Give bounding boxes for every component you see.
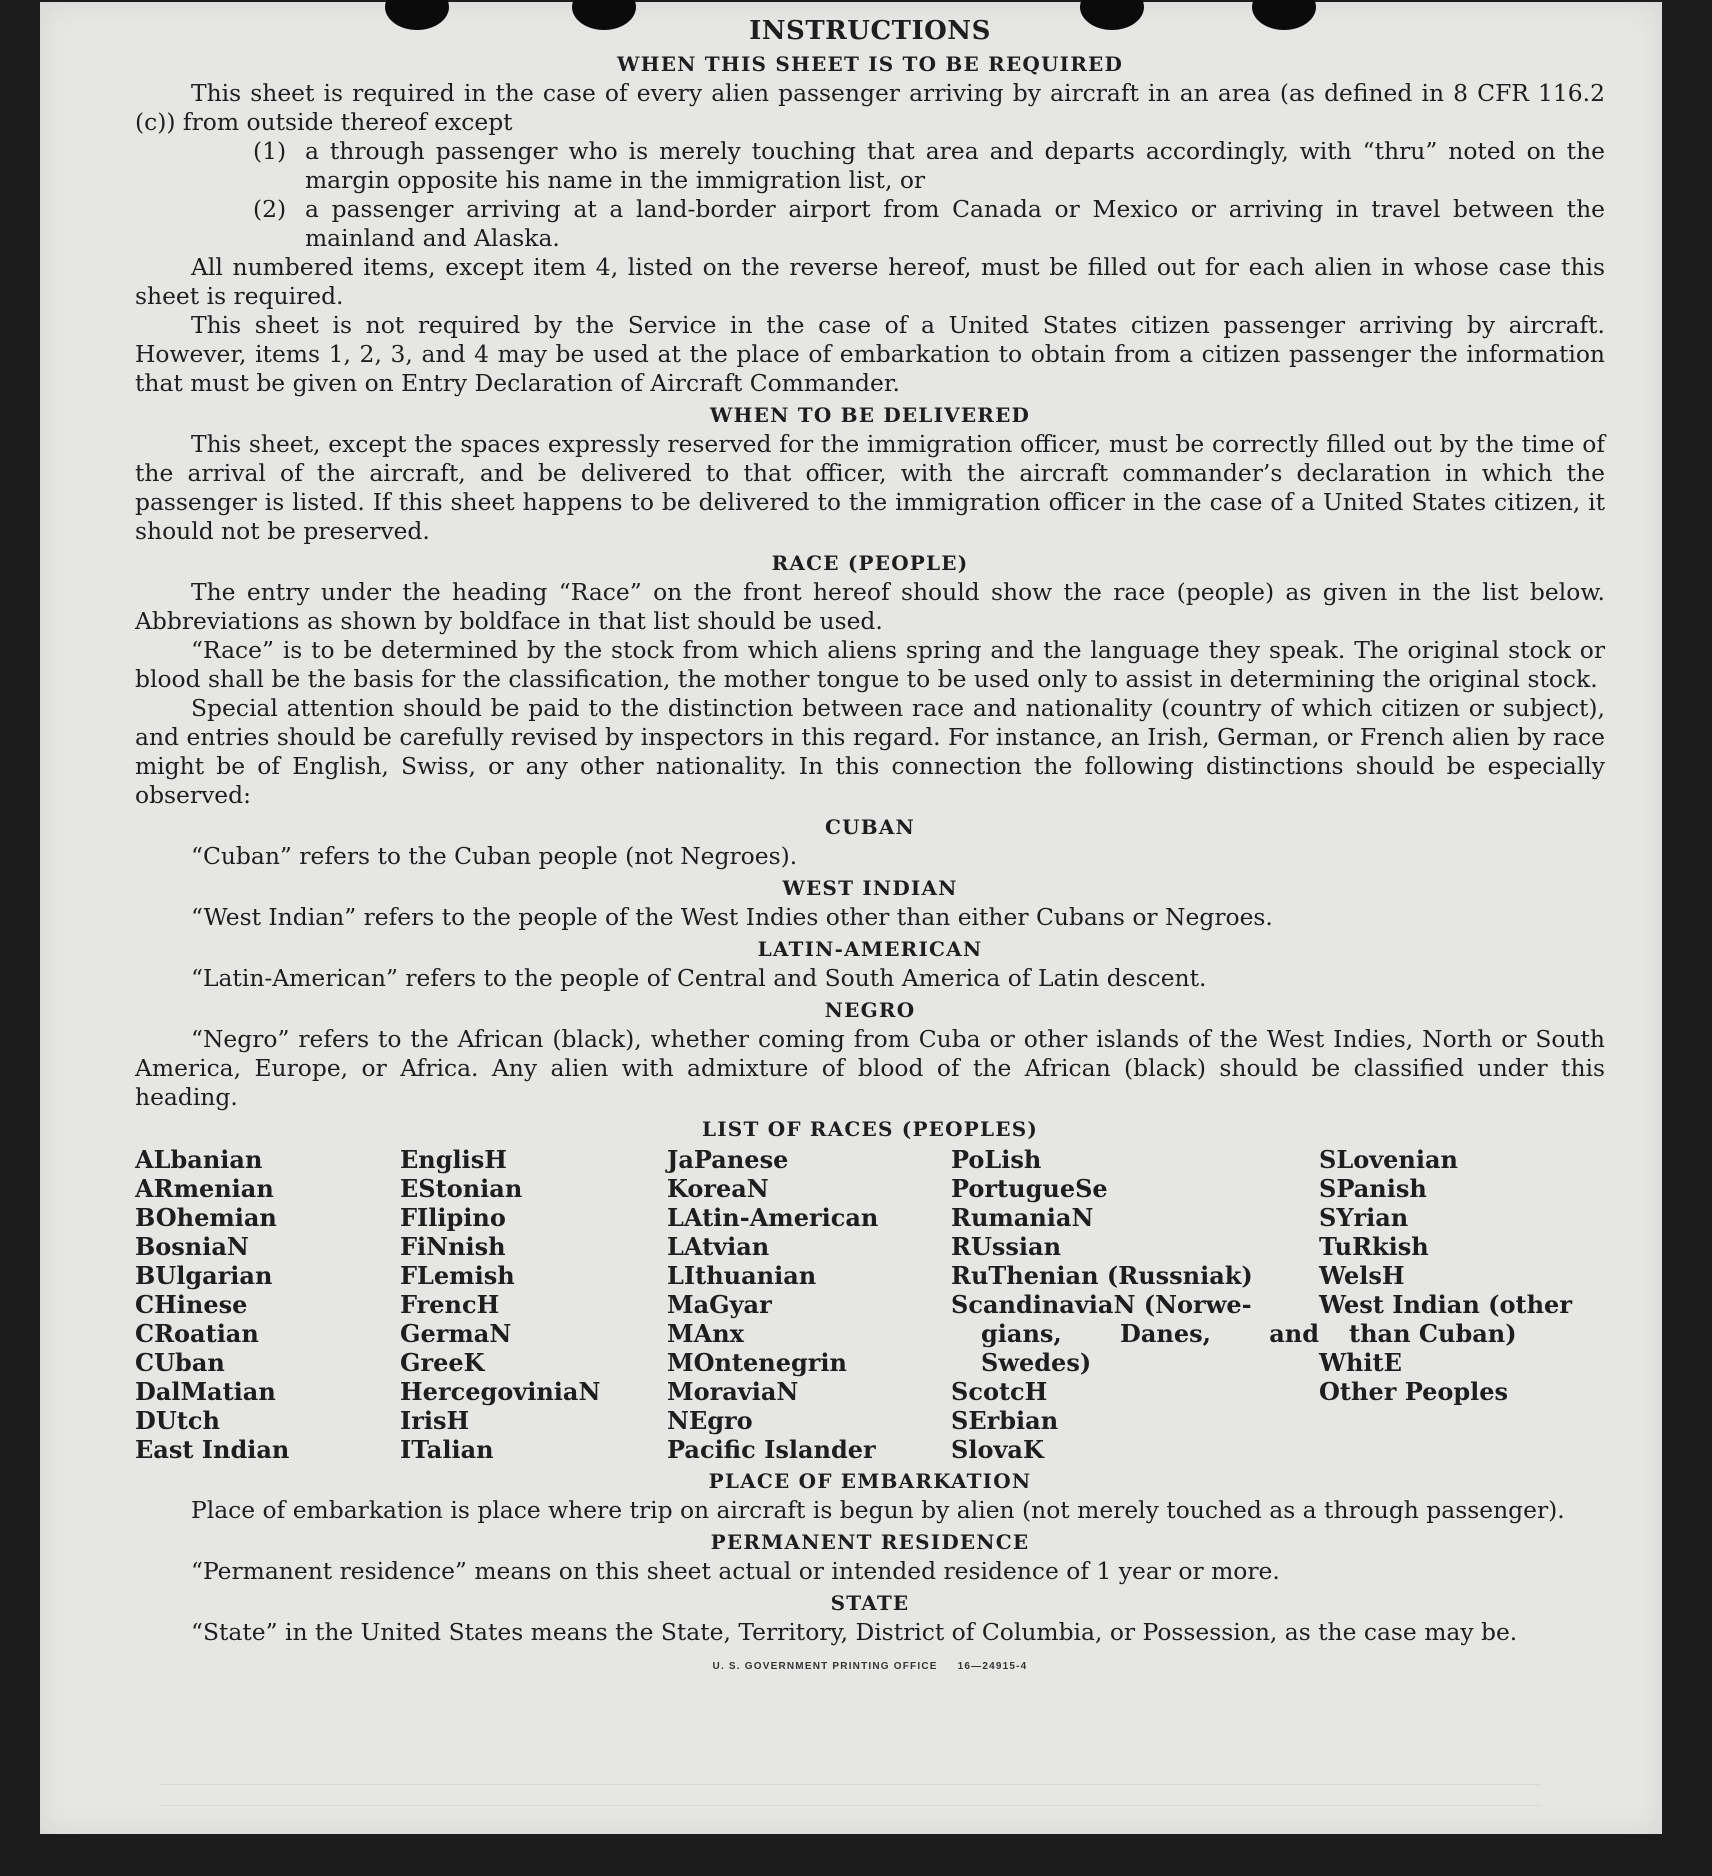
instructions-content	[135, 2, 1605, 1672]
races-column	[135, 1145, 400, 1464]
paragraph: This sheet, except the spaces expressly reserved for the immigration officer, must be correctly filled out by the time of the arrival of the aircraft, and be delivered to that officer, with the aircraft commander’s declaration in which the passenger is listed. If this sheet happens to be delivered to the immigration officer in the case of a United States citizen, it should not be preserved.	[135, 430, 1605, 545]
race-item: GermaN	[400, 1319, 512, 1348]
heading-when-required: WHEN THIS SHEET IS TO BE REQUIRED	[616, 52, 1124, 76]
list-item	[135, 137, 1605, 195]
race-item: FrencH	[400, 1290, 500, 1319]
race-item: CRoatian	[135, 1319, 259, 1348]
race-item: TuRkish	[1319, 1232, 1429, 1261]
race-item: WelsH	[1319, 1261, 1405, 1290]
paragraph: This sheet is required in the case of every alien passenger arriving by aircraft in an area (as defined in 8 CFR 116.2 (c)) from outside thereof except	[135, 79, 1605, 136]
printer-name: U. S. GOVERNMENT PRINTING OFFICE	[712, 1661, 938, 1672]
race-item: ALbanian	[135, 1145, 263, 1174]
race-item: ScandinaviaN (Norwe-	[951, 1290, 1252, 1319]
document-page	[40, 2, 1662, 1834]
race-item: BUlgarian	[135, 1261, 273, 1290]
race-item: NEgro	[667, 1406, 753, 1435]
race-item: IrisH	[400, 1406, 470, 1435]
race-item: gians, Danes, and	[981, 1319, 1319, 1348]
page-title: INSTRUCTIONS	[749, 16, 991, 46]
race-item: SYrian	[1319, 1203, 1409, 1232]
race-item: MOntenegrin	[667, 1348, 847, 1377]
race-item: PortugueSe	[951, 1174, 1108, 1203]
race-item: FiNnish	[400, 1232, 506, 1261]
race-item: LAtvian	[667, 1232, 770, 1261]
race-item: SLovenian	[1319, 1145, 1458, 1174]
race-item: JaPanese	[667, 1145, 789, 1174]
races-column	[1319, 1145, 1605, 1464]
race-item: DUtch	[135, 1406, 220, 1435]
race-item: RUssian	[951, 1232, 1062, 1261]
races-column	[400, 1145, 667, 1464]
race-item: ITalian	[400, 1435, 494, 1464]
form-code: 16—24915-4	[957, 1661, 1028, 1672]
race-item: BOhemian	[135, 1203, 277, 1232]
race-item: MAnx	[667, 1319, 744, 1348]
paragraph: All numbered items, except item 4, listed on the reverse hereof, must be filled out for each alien in whose case this sheet is required.	[135, 253, 1605, 310]
paragraph: “State” in the United States means the State, Territory, District of Columbia, or Possession, as the case may be.	[191, 1618, 1518, 1646]
race-item: CHinese	[135, 1290, 248, 1319]
race-item: EnglisH	[400, 1145, 507, 1174]
race-item: Other Peoples	[1319, 1377, 1509, 1406]
race-item: SErbian	[951, 1406, 1059, 1435]
paragraph: This sheet is not required by the Service in the case of a United States citizen passenger arriving by aircraft. However, items 1, 2, 3, and 4 may be used at the place of embarkation to obtain from a citizen passenger the information that must be given on Entry Declaration of Aircraft Commander.	[135, 311, 1605, 397]
race-item: SlovaK	[951, 1435, 1044, 1464]
heading-negro: NEGRO	[824, 998, 916, 1022]
race-item: RuThenian (Russniak)	[951, 1261, 1253, 1290]
race-item: EStonian	[400, 1174, 523, 1203]
race-item: East Indian	[135, 1435, 290, 1464]
race-item: PoLish	[951, 1145, 1042, 1174]
paragraph: Place of embarkation is place where trip on aircraft is begun by alien (not merely touched as a through passenger).	[191, 1496, 1565, 1524]
heading-embarkation: PLACE OF EMBARKATION	[708, 1469, 1032, 1493]
race-item: ScotcH	[951, 1377, 1048, 1406]
race-item: GreeK	[400, 1348, 485, 1377]
race-item: FIlipino	[400, 1203, 506, 1232]
item-text: a passenger arriving at a land-border airport from Canada or Mexico or arriving in travel between the mainland and Alaska.	[305, 195, 1605, 252]
item-number: (2)	[253, 195, 287, 223]
item-number: (1)	[253, 137, 287, 165]
race-item: FLemish	[400, 1261, 515, 1290]
race-item: Swedes)	[981, 1348, 1092, 1377]
heading-latin-american: LATIN-AMERICAN	[757, 937, 983, 961]
printer-imprint	[135, 1661, 1605, 1672]
heading-west-indian: WEST INDIAN	[782, 876, 958, 900]
heading-cuban: CUBAN	[824, 815, 916, 839]
bleed-through-lines	[160, 1784, 1542, 1806]
race-item: MoraviaN	[667, 1377, 799, 1406]
race-item: WhitE	[1319, 1348, 1402, 1377]
race-item: than Cuban)	[1349, 1319, 1517, 1348]
race-item: West Indian (other	[1319, 1290, 1572, 1319]
race-item: KoreaN	[667, 1174, 769, 1203]
heading-when-delivered: WHEN TO BE DELIVERED	[709, 403, 1031, 427]
heading-permanent-residence: PERMANENT RESIDENCE	[710, 1530, 1030, 1554]
race-item: LAtin-American	[667, 1203, 879, 1232]
race-item: ARmenian	[135, 1174, 274, 1203]
heading-list-of-races: LIST OF RACES (PEOPLES)	[701, 1117, 1039, 1141]
paragraph: The entry under the heading “Race” on the front hereof should show the race (people) as given in the list below. Abbreviations as shown by boldface in that list should be used.	[135, 578, 1605, 635]
paragraph: “Permanent residence” means on this sheet actual or intended residence of 1 year or more.	[191, 1557, 1280, 1585]
races-column	[667, 1145, 951, 1464]
race-item: Pacific Islander	[667, 1435, 876, 1464]
paragraph: “Cuban” refers to the Cuban people (not Negroes).	[191, 842, 798, 870]
race-item: CUban	[135, 1348, 225, 1377]
race-item: LIthuanian	[667, 1261, 817, 1290]
race-item: MaGyar	[667, 1290, 772, 1319]
paragraph: “West Indian” refers to the people of the West Indies other than either Cubans or Negroes.	[191, 903, 1273, 931]
races-list	[135, 1145, 1605, 1464]
exceptions-list	[135, 137, 1605, 253]
paragraph: Special attention should be paid to the distinction between race and nationality (country of which citizen or subject), and entries should be carefully revised by inspectors in this regard. For instance, an Irish, German, or French alien by race might be of English, Swiss, or any other nationality. In this connection the following distinctions should be especially observed:	[135, 694, 1605, 809]
paragraph: “Negro” refers to the African (black), whether coming from Cuba or other islands of the West Indies, North or South America, Europe, or Africa. Any alien with admixture of blood of the African (black) should be classified under this heading.	[135, 1025, 1605, 1111]
heading-race: RACE (PEOPLE)	[771, 551, 969, 575]
item-text: a through passenger who is merely touching that area and departs accordingly, with “thru” noted on the margin opposite his name in the immigration list, or	[305, 137, 1605, 194]
race-item: DalMatian	[135, 1377, 276, 1406]
race-item: BosniaN	[135, 1232, 249, 1261]
races-column	[951, 1145, 1319, 1464]
race-item: HercegoviniaN	[400, 1377, 601, 1406]
race-item: SPanish	[1319, 1174, 1427, 1203]
race-item: RumaniaN	[951, 1203, 1094, 1232]
heading-state: STATE	[830, 1591, 910, 1615]
paragraph: “Latin-American” refers to the people of Central and South America of Latin descent.	[191, 964, 1207, 992]
list-item	[135, 195, 1605, 253]
paragraph: “Race” is to be determined by the stock from which aliens spring and the language they speak. The original stock or blood shall be the basis for the classification, the mother tongue to be used only to assist in determining the original stock.	[135, 636, 1605, 693]
